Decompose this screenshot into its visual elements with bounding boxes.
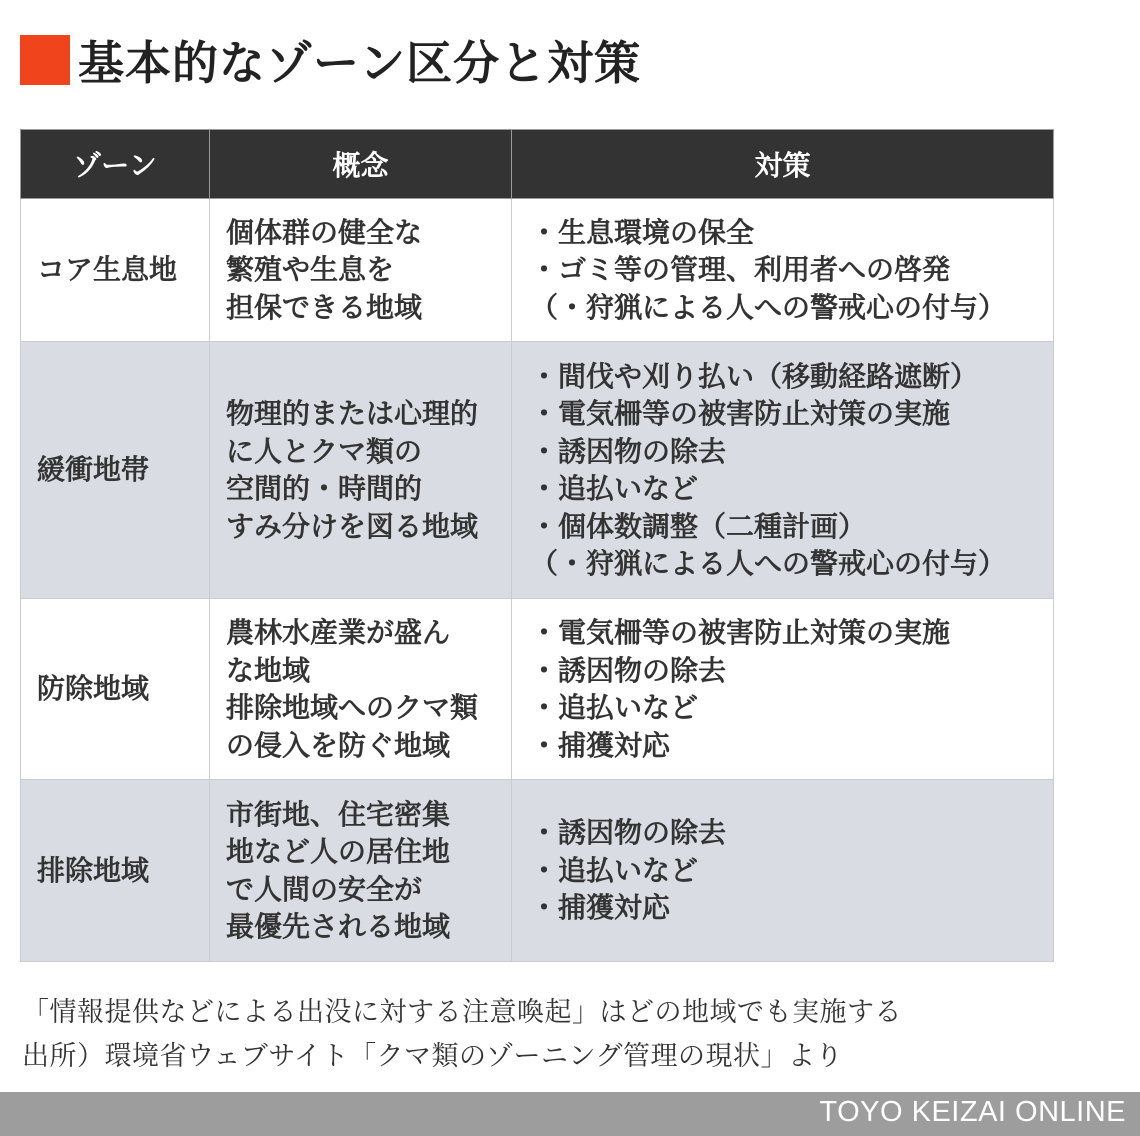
concept-line: の侵入を防ぐ地域 [226, 728, 451, 762]
concept-line: 市街地、住宅密集 [226, 797, 451, 831]
zone-table [20, 129, 1054, 962]
measure-item: ・誘因物の除去 [530, 653, 727, 687]
footer-bar [0, 1092, 1140, 1136]
table-row [21, 342, 1054, 599]
concept-line: 排除地域へのクマ類 [226, 691, 479, 724]
measure-item: （・狩猟による人への警戒心の付与） [530, 547, 1007, 580]
measure-item: ・捕獲対応 [530, 728, 671, 762]
zone-name: 排除地域 [21, 780, 210, 962]
concept-cell [210, 599, 512, 780]
measure-item: ・電気柵等の被害防止対策の実施 [530, 397, 951, 430]
concept-cell [210, 342, 512, 599]
header-measures: 対策 [512, 130, 1054, 199]
table-row [21, 199, 1054, 342]
concept-line: 最優先される地域 [226, 910, 451, 943]
measure-item: ・追払いなど [530, 691, 699, 724]
measures-cell [512, 342, 1054, 599]
concept-line: で人間の安全が [226, 872, 423, 906]
page-title: 基本的なゾーン区分と対策 [78, 36, 642, 90]
measures-cell [512, 780, 1054, 962]
measure-item: ・生息環境の保全 [530, 215, 755, 249]
concept-line: 個体群の健全な [226, 215, 423, 249]
measures-cell [512, 599, 1054, 780]
measure-item: （・狩猟による人への警戒心の付与） [530, 290, 1007, 324]
concept-line: に人とクマ類の [226, 434, 423, 468]
zone-name: コア生息地 [21, 199, 210, 342]
concept-line: 物理的または心理的 [226, 397, 479, 430]
concept-line: 空間的・時間的 [226, 472, 423, 505]
zone-name: 緩衝地帯 [21, 342, 210, 599]
concept-line: な地域 [226, 653, 311, 687]
brand-label: TOYO KEIZAI ONLINE [819, 1096, 1126, 1128]
measure-item: ・ゴミ等の管理、利用者への啓発 [530, 253, 951, 287]
concept-line: すみ分けを図る地域 [226, 509, 479, 543]
header-concept: 概念 [210, 130, 512, 199]
measure-item: ・追払いなど [530, 472, 699, 505]
concept-line: 農林水産業が盛ん [226, 616, 451, 649]
table-row [21, 599, 1054, 780]
measure-item: ・誘因物の除去 [530, 816, 727, 850]
concept-line: 担保できる地域 [226, 290, 423, 324]
table-row [21, 780, 1054, 962]
concept-cell [210, 199, 512, 342]
concept-line: 地など人の居住地 [226, 835, 451, 868]
measure-item: ・間伐や刈り払い（移動経路遮断） [530, 359, 979, 393]
title-area [20, 30, 641, 90]
table-header-row [21, 130, 1054, 199]
measure-item: ・電気柵等の被害防止対策の実施 [530, 616, 951, 649]
concept-cell [210, 780, 512, 962]
note-text: 「情報提供などによる出没に対する注意喚起」はどの地域でも実施する [22, 997, 902, 1028]
concept-line: 繁殖や生息を [226, 253, 395, 287]
zone-name: 防除地域 [21, 599, 210, 780]
title-accent-square [20, 35, 70, 85]
measure-item: ・誘因物の除去 [530, 434, 727, 468]
measure-item: ・追払いなど [530, 853, 699, 887]
source-text: 出所）環境省ウェブサイト「クマ類のゾーニング管理の現状」より [22, 1041, 843, 1072]
measure-item: ・個体数調整（二種計画） [530, 509, 867, 543]
measures-cell [512, 199, 1054, 342]
measure-item: ・捕獲対応 [530, 891, 671, 925]
header-zone: ゾーン [21, 130, 210, 199]
